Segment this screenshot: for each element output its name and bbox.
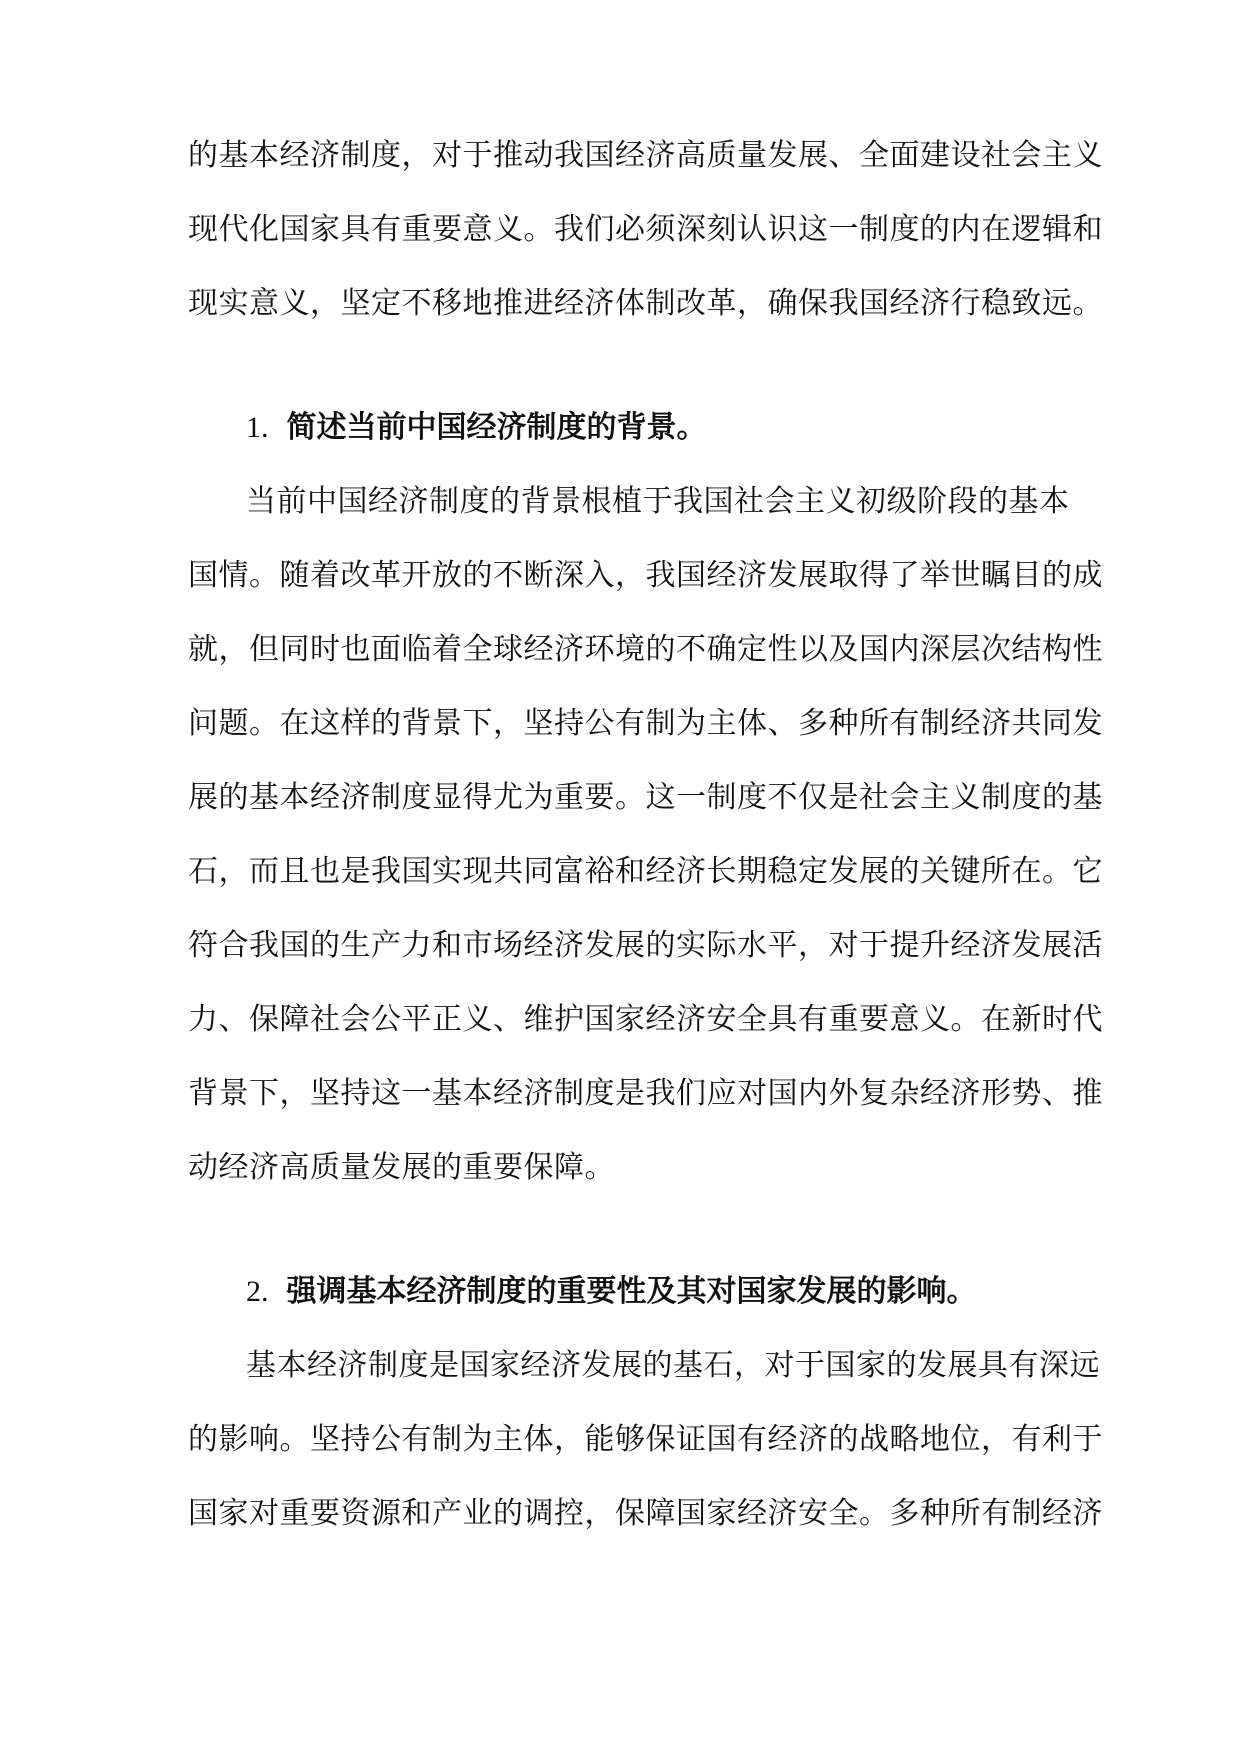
section-1-line-9: 背景下，坚持这一基本经济制度是我们应对国内外复杂经济形势、推 [188,1076,1103,1111]
section-2-line-1: 基本经济制度是国家经济发展的基石，对于国家的发展具有深远 [246,1348,1100,1383]
section-1-line-2: 国情。随着改革开放的不断深入，我国经济发展取得了举世瞩目的成 [188,558,1103,593]
intro-line-3: 现实意义，坚定不移地推进经济体制改革，确保我国经济行稳致远。 [188,286,1103,321]
section-1-line-1: 当前中国经济制度的背景根植于我国社会主义初级阶段的基本 [246,484,1070,519]
section-2-title: 强调基本经济制度的重要性及其对国家发展的影响。 [286,1274,977,1309]
section-2-number: 2. [246,1275,269,1308]
section-1-line-6: 石，而且也是我国实现共同富裕和经济长期稳定发展的关键所在。它 [188,854,1103,889]
section-1-number: 1. [246,411,269,444]
intro-line-2: 现代化国家具有重要意义。我们必须深刻认识这一制度的内在逻辑和 [188,212,1103,247]
section-2-line-2: 的影响。坚持公有制为主体，能够保证国有经济的战略地位，有利于 [188,1422,1103,1457]
section-1-heading [246,408,1058,448]
section-2-heading [246,1272,1058,1312]
section-1-line-5: 展的基本经济制度显得尤为重要。这一制度不仅是社会主义制度的基 [188,780,1103,815]
section-2-line-3: 国家对重要资源和产业的调控，保障国家经济安全。多种所有制经济 [188,1496,1103,1531]
intro-line-1: 的基本经济制度，对于推动我国经济高质量发展、全面建设社会主义 [188,138,1103,173]
section-1-line-4: 问题。在这样的背景下，坚持公有制为主体、多种所有制经济共同发 [188,706,1103,741]
section-1-line-8: 力、保障社会公平正义、维护国家经济安全具有重要意义。在新时代 [188,1002,1103,1037]
section-1-line-7: 符合我国的生产力和市场经济发展的实际水平，对于提升经济发展活 [188,928,1103,963]
section-1-title: 简述当前中国经济制度的背景。 [286,410,707,445]
section-1-line-3: 就，但同时也面临着全球经济环境的不确定性以及国内深层次结构性 [188,632,1103,667]
section-1-line-10: 动经济高质量发展的重要保障。 [188,1150,615,1185]
